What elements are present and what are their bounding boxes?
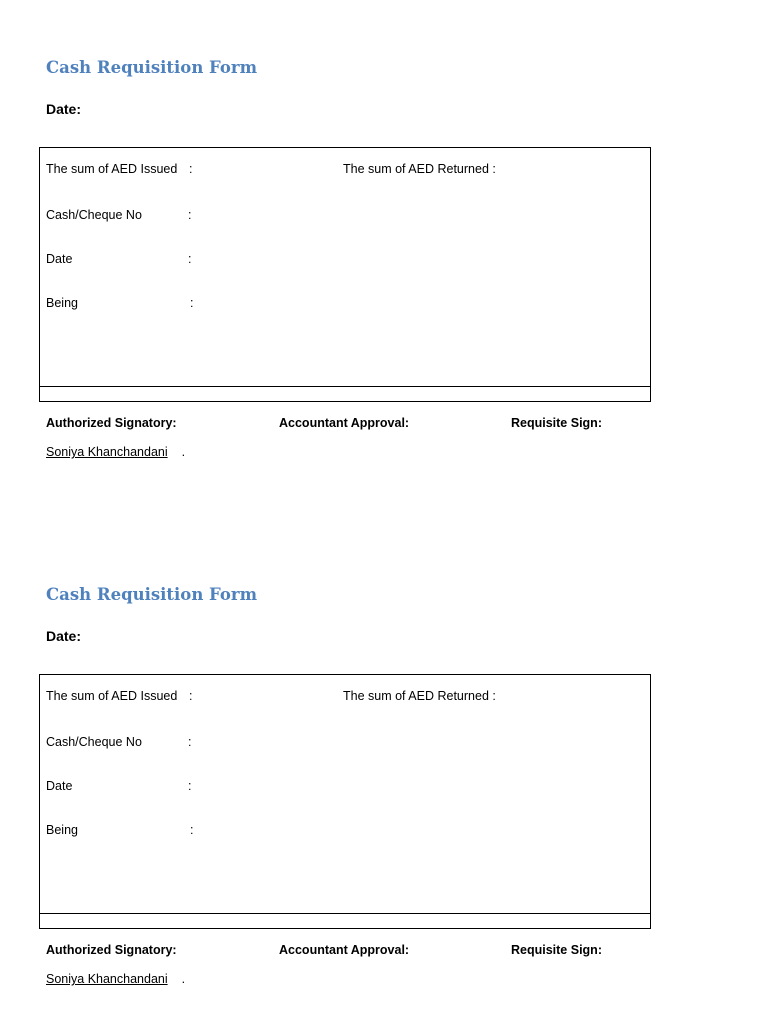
signer-trailing: . xyxy=(181,445,186,459)
being-colon: : xyxy=(190,823,194,837)
form-box xyxy=(39,147,651,402)
date-field-label: Date xyxy=(46,779,73,793)
signer-line xyxy=(46,445,185,459)
signer-name: Soniya Khanchandani xyxy=(46,445,168,459)
accountant-approval-label: Accountant Approval: xyxy=(279,416,410,430)
authorized-signatory-label: Authorized Signatory: xyxy=(46,416,177,430)
cash-cheque-no-colon: : xyxy=(188,735,192,749)
signer-line xyxy=(46,972,185,986)
sum-issued-colon: : xyxy=(189,689,193,703)
form-title: Cash Requisition Form xyxy=(46,58,258,77)
sum-issued-label: The sum of AED Issued xyxy=(46,689,178,703)
authorized-signatory-label: Authorized Signatory: xyxy=(46,943,177,957)
being-colon: : xyxy=(190,296,194,310)
form-title: Cash Requisition Form xyxy=(46,585,258,604)
being-label: Being xyxy=(46,296,78,310)
box-divider xyxy=(40,913,650,914)
accountant-approval-label: Accountant Approval: xyxy=(279,943,410,957)
date-label: Date: xyxy=(46,101,82,117)
cash-cheque-no-colon: : xyxy=(188,208,192,222)
box-divider xyxy=(40,386,650,387)
requisite-sign-label: Requisite Sign: xyxy=(511,943,602,957)
cash-requisition-form-1 xyxy=(0,0,768,459)
cash-requisition-form-2 xyxy=(0,527,768,986)
cash-cheque-no-label: Cash/Cheque No xyxy=(46,208,142,222)
date-field-colon: : xyxy=(188,252,192,266)
requisite-sign-label: Requisite Sign: xyxy=(511,416,602,430)
date-label: Date: xyxy=(46,628,82,644)
signer-name: Soniya Khanchandani xyxy=(46,972,168,986)
date-field-colon: : xyxy=(188,779,192,793)
sum-returned-label: The sum of AED Returned : xyxy=(343,162,496,176)
sum-issued-colon: : xyxy=(189,162,193,176)
sum-returned-label: The sum of AED Returned : xyxy=(343,689,496,703)
cash-cheque-no-label: Cash/Cheque No xyxy=(46,735,142,749)
sum-issued-label: The sum of AED Issued xyxy=(46,162,178,176)
form-box xyxy=(39,674,651,929)
date-field-label: Date xyxy=(46,252,73,266)
being-label: Being xyxy=(46,823,78,837)
signer-trailing: . xyxy=(181,972,186,986)
